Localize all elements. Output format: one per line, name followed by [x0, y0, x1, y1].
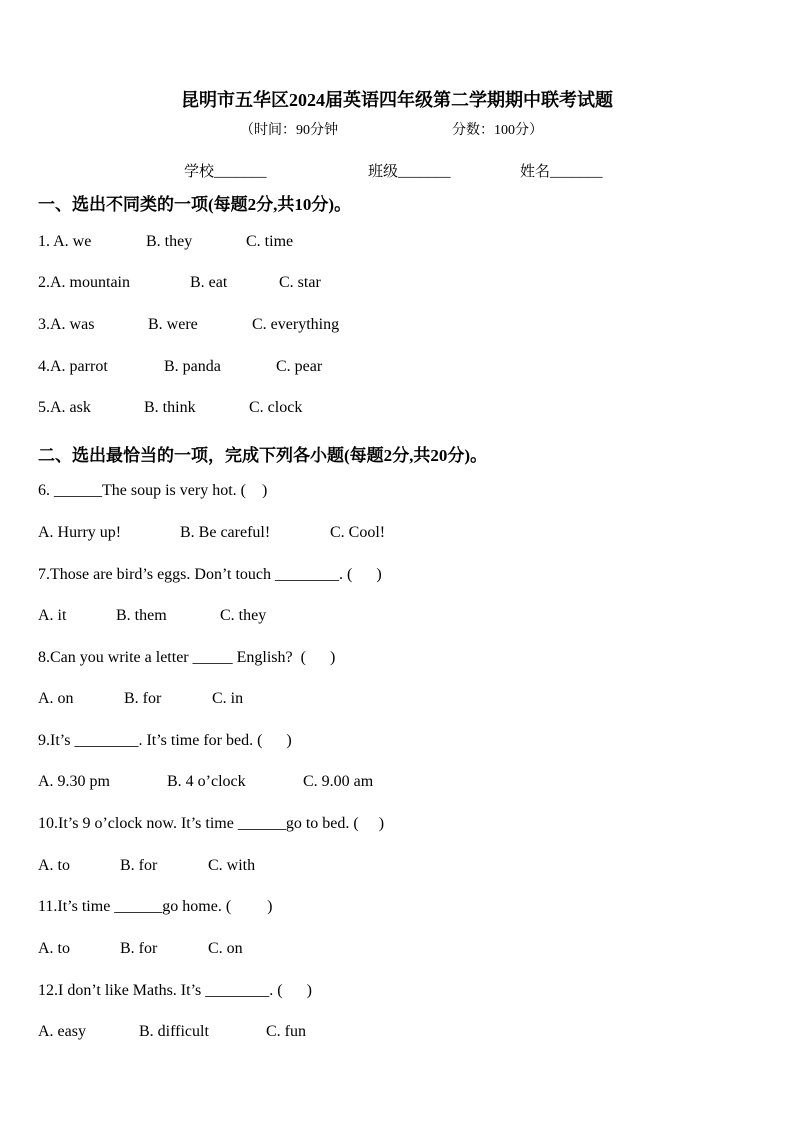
class-field[interactable]: 班级_______ [368, 164, 451, 180]
q11-option-b: B. for [120, 940, 158, 957]
q9-option-c: C. 9.00 am [303, 773, 374, 790]
section-1-heading: 一、选出不同类的一项(每题2分,共10分)。 [38, 195, 352, 214]
q3-option-b: B. were [148, 316, 198, 333]
q7-option-b: B. them [116, 607, 167, 624]
q2-option-b: B. eat [190, 274, 228, 291]
q4-option-a: 4.A. parrot [38, 358, 108, 375]
q8-option-a: A. on [38, 690, 74, 707]
q7-stem: 7.Those are bird’s eggs. Don’t touch ________. ( ) [38, 566, 382, 583]
exam-time: （时间：90分钟 [240, 123, 338, 138]
q8-option-c: C. in [212, 690, 244, 707]
q12-option-a: A. easy [38, 1023, 86, 1040]
q8-option-b: B. for [124, 690, 162, 707]
q4-option-b: B. panda [164, 358, 221, 375]
q1-option-a: 1. A. we [38, 233, 92, 250]
q7-option-c: C. they [220, 607, 267, 624]
exam-score: 分数：100分） [452, 123, 543, 138]
q1-option-c: C. time [246, 233, 294, 250]
school-field[interactable]: 学校_______ [184, 164, 267, 180]
q5-option-b: B. think [144, 399, 196, 416]
q11-option-c: C. on [208, 940, 243, 957]
q10-option-b: B. for [120, 857, 158, 874]
q6-option-a: A. Hurry up! [38, 524, 122, 541]
q4-option-c: C. pear [276, 358, 323, 375]
q11-option-a: A. to [38, 940, 70, 957]
section-2-heading: 二、选出最恰当的一项，完成下列各小题(每题2分,共20分)。 [38, 446, 488, 465]
q5-option-a: 5.A. ask [38, 399, 91, 416]
q6-stem: 6. ______The soup is very hot. ( ) [38, 482, 268, 499]
q10-stem: 10.It’s 9 o’clock now. It’s time ______go to bed. ( ) [38, 815, 385, 832]
q2-option-c: C. star [279, 274, 321, 291]
q7-option-a: A. it [38, 607, 67, 624]
q5-option-c: C. clock [249, 399, 303, 416]
q9-option-a: A. 9.30 pm [38, 773, 110, 790]
q9-option-b: B. 4 o’clock [167, 773, 246, 790]
page-title: 昆明市五华区2024届英语四年级第二学期期中联考试题 [181, 90, 613, 110]
q8-stem: 8.Can you write a letter _____ English? ( ) [38, 649, 336, 666]
q3-option-a: 3.A. was [38, 316, 95, 333]
q11-stem: 11.It’s time ______go home. ( ) [38, 898, 273, 915]
q12-stem: 12.I don’t like Maths. It’s ________. ( ) [38, 982, 312, 999]
q9-stem: 9.It’s ________. It’s time for bed. ( ) [38, 732, 292, 749]
q12-option-b: B. difficult [139, 1023, 209, 1040]
q6-option-c: C. Cool! [330, 524, 386, 541]
q10-option-a: A. to [38, 857, 70, 874]
name-field[interactable]: 姓名_______ [520, 164, 603, 180]
q10-option-c: C. with [208, 857, 256, 874]
q12-option-c: C. fun [266, 1023, 306, 1040]
q1-option-b: B. they [146, 233, 193, 250]
q2-option-a: 2.A. mountain [38, 274, 130, 291]
q6-option-b: B. Be careful! [180, 524, 271, 541]
q3-option-c: C. everything [252, 316, 340, 333]
